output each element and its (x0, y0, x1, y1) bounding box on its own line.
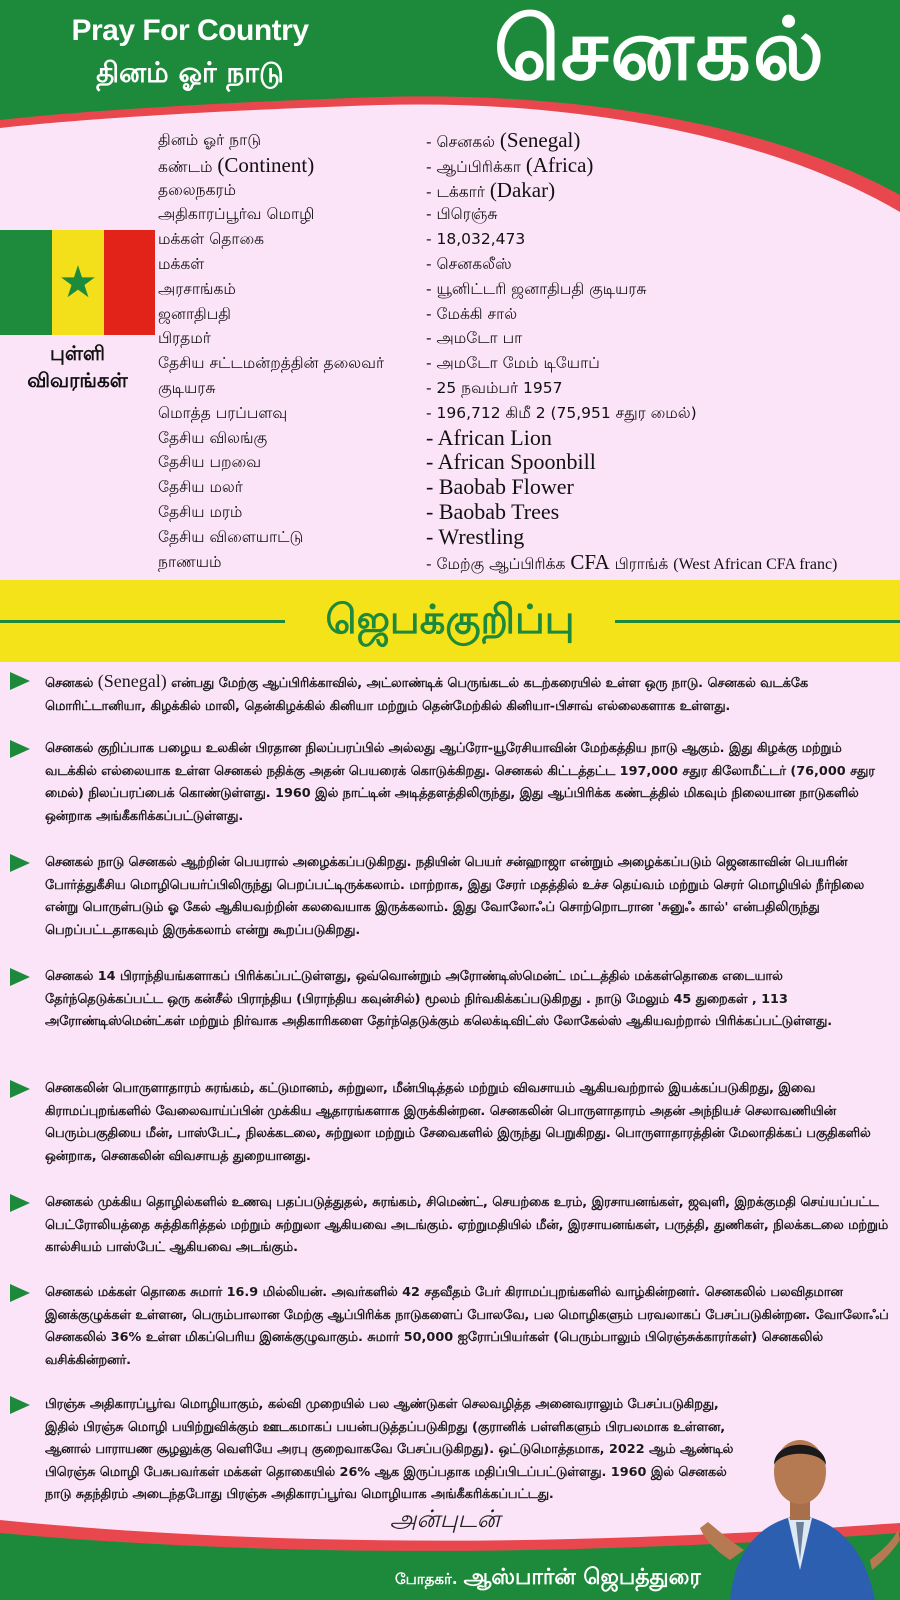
banner-divider-left (0, 620, 285, 623)
arrow-bullet-icon (10, 672, 30, 690)
fact-key: தேசிய விலங்கு (158, 428, 268, 447)
star-icon: ★ (58, 256, 98, 308)
fact-value: - ஆப்பிரிக்கா (Africa) (426, 152, 594, 177)
tagline-english: Pray For Country (71, 14, 309, 47)
pastor-name: ஆஸ்பார்ன் ஜெபத்துரை (463, 1565, 701, 1590)
fact-row (158, 153, 898, 178)
fact-value: - Baobab Trees (426, 498, 560, 524)
arrow-bullet-icon (10, 968, 30, 986)
fact-key: மொத்த பரப்பளவு (158, 403, 288, 422)
fact-key: குடியரசு (158, 378, 216, 397)
fact-key: தேசிய மரம் (158, 502, 243, 521)
facts-title-line-2: விவரங்கள் (27, 368, 128, 392)
arrow-bullet-icon (10, 1194, 30, 1212)
fact-key: அதிகாரப்பூர்வ மொழி (158, 205, 315, 224)
flag-red-stripe (104, 230, 155, 335)
fact-value: - செனகலீஸ் (426, 254, 512, 273)
fact-value: - அமடோ பா (426, 329, 523, 348)
prayer-point-text: செனகல் மக்கள் தொகை சுமார் 16.9 மில்லியன். அவர்களில் 42 சதவீதம் பேர் கிராமப்புறங்களில் வாழ்கின்றனர். செனகலில் பலவிதமான இனக்குழுக்கள் உள்ளன, பெரும்பாலான மேற்கு ஆப்பிரிக்க நாடுகளைப் போலவே, பல மொழிகளும் பரவலாகப் பேசப்படுகின்றன. வோலோஃப் செனகலில் 36% உள்ள மிகப்பெரிய இனக்குழுவாகும். சுமார் 50,000 ஐரோப்பியர்கள் (பெரும்பாலும் பிரெஞ்சுக்காரர்கள்) செனகலில் வசிக்கின்றனர். (45, 1285, 889, 1368)
fact-key: தேசிய பறவை (158, 453, 262, 472)
fact-value: - African Spoonbill (426, 449, 596, 475)
fact-row (158, 351, 898, 376)
fact-row (158, 475, 898, 500)
arrow-bullet-icon (10, 854, 30, 872)
fact-row (158, 178, 898, 203)
fact-value: - டக்கார் (Dakar) (426, 177, 556, 202)
fact-row (158, 550, 898, 575)
fact-key: அரசாங்கம் (158, 279, 236, 298)
fact-key: நாணயம் (158, 552, 222, 571)
facts-title (0, 340, 155, 394)
signoff-text: அன்புடன் (389, 1505, 501, 1533)
tagline-tamil: தினம் ஓர் நாடு (96, 56, 284, 89)
prayer-point-text: செனகல் முக்கிய தொழில்களில் உணவு பதப்படுத்துதல், சுரங்கம், சிமெண்ட், செயற்கை உரம், இரசாயனங்கள், ஜவுளி, இறக்குமதி செய்யப்பட்ட பெட்ரோலியத்தை சுத்திகரித்தல் மற்றும் சுற்றுலா ஆகியவை அடங்கும். ஏற்றுமதியில் மீன், இரசாயனங்கள், பருத்தி, துணிகள், நிலக்கடலை மற்றும் கால்சியம் பாஸ்பேட் ஆகியவை அடங்கும். (45, 1195, 889, 1256)
arrow-bullet-icon (10, 1080, 30, 1098)
fact-row (158, 525, 898, 550)
fact-key: தேசிய சட்டமன்றத்தின் தலைவர் (158, 354, 385, 373)
prayer-point-text: செனகல் 14 பிராந்தியங்களாகப் பிரிக்கப்பட்டுள்ளது, ஒவ்வொன்றும் அரோண்டிஸ்மென்ட் மட்டத்தில் மக்கள்தொகை எடையால் தேர்ந்தெடுக்கப்பட்ட ஒரு கன்சீல் பிராந்திய (பிராந்திய கவுன்சில்) மூலம் நிர்வகிக்கப்படுகிறது . நாடு மேலும் 45 துறைகள் , 113 அரோண்டிஸ்மென்ட்கள் மற்றும் நிர்வாக அதிகாரிகளை தேர்ந்தெடுக்கும் கலெக்டிவிட்ஸ் லோகேல்ஸ் ஆகியவற்றால் பிரிக்கப்பட்டுள்ளது. (45, 969, 833, 1030)
pastor-credit (395, 1565, 701, 1593)
banner-divider-right (615, 620, 900, 623)
fact-row (158, 326, 898, 351)
fact-key: மக்கள் (158, 254, 205, 273)
fact-key: தினம் ஓர் நாடு (158, 131, 262, 149)
fact-value: - African Lion (426, 424, 552, 450)
prayer-point-text: செனகலின் பொருளாதாரம் சுரங்கம், கட்டுமானம், சுற்றுலா, மீன்பிடித்தல் மற்றும் விவசாயம் ஆகியவற்றால் இயக்கப்படுகிறது, இவை கிராமப்புறங்களில் வேலைவாய்ப்பின் முக்கிய ஆதாரங்களாக இருக்கின்றன. செனகலின் பொருளாதாரம் அதன் அந்நியச் செலாவணியின் பெரும்பகுதியை மீன், பாஸ்பேட், நிலக்கடலை, சுற்றுலா மற்றும் சேவைகளில் இருந்து பெறுகிறது. பொருளாதாரத்தின் மேலாதிக்கப் பகுதிகளில் ஒன்றாக, செனகலின் விவசாயத் துறையானது. (45, 1081, 871, 1164)
arrow-bullet-icon (10, 740, 30, 758)
fact-value: - யூனிட்டரி ஜனாதிபதி குடியரசு (426, 279, 647, 298)
pastor-photo (700, 1410, 900, 1600)
fact-key: ஜனாதிபதி (158, 304, 231, 323)
fact-row (158, 227, 898, 252)
fact-value: - Wrestling (426, 523, 525, 549)
fact-key: தேசிய மலர் (158, 478, 243, 497)
fact-value: - அமடோ மேம் டியோப் (426, 354, 600, 373)
fact-key: மக்கள் தொகை (158, 230, 265, 249)
fact-value: - பிரெஞ்சு (426, 205, 498, 224)
facts-title-line-1: புள்ளி (49, 341, 106, 365)
fact-value: - மேற்கு ஆப்பிரிக்க CFA பிராங்க் (West African CFA franc) (426, 549, 838, 574)
fact-value: - 196,712 கிமீ 2 (75,951 சதுர மைல்) (426, 403, 697, 422)
prayer-point-text: செனகல் குறிப்பாக பழைய உலகின் பிரதான நிலப்பரப்பில் அல்லது ஆப்ரோ-யூரேசியாவின் மேற்கத்திய நாடு ஆகும். இது கிழக்கு மற்றும் வடக்கில் எல்லையாக உள்ள செனகல் நதிக்கு அதன் பெயரைக் கொடுக்கிறது. செனகல் கிட்டத்தட்ட 197,000 சதுர கிலோமீட்டர் (76,000 சதுர மைல்) நிலப்பரப்பைக் கொண்டுள்ளது. 1960 இல் நாட்டின் அடித்தளத்திலிருந்து, இது ஆப்பிரிக்க கண்டத்தில் மிகவும் நிலையான நாடுகளில் ஒன்றாக அங்கீகரிக்கப்பட்டுள்ளது. (45, 741, 875, 824)
fact-key: கண்டம் (Continent) (158, 152, 315, 177)
fact-value: - செனகல் (Senegal) (426, 128, 581, 152)
prayer-banner-title: ஜெபக்குறிப்பு (325, 597, 575, 643)
flag-yellow-stripe (52, 230, 104, 335)
fact-value: - Baobab Flower (426, 474, 574, 500)
pastor-role: போதகர். (395, 1570, 458, 1588)
prayer-point-text: பிரஞ்சு அதிகாரப்பூர்வ மொழியாகும், கல்வி முறையில் பல ஆண்டுகள் செலவழித்த அனைவராலும் பேசப்படுகிறது, இதில் பிரஞ்சு மொழி பயிற்றுவிக்கும் ஊடகமாகப் பயன்படுத்தப்படுகிறது (குரானிக் பள்ளிகளும் பிரபலமாக உள்ளன, ஆனால் பாராயண சூழலுக்கு வெளியே அரபு குறைவாகவே பேசப்படுகிறது). ஒட்டுமொத்தமாக, 2022 ஆம் ஆண்டில் பிரெஞ்சு மொழி பேசுபவர்கள் மக்கள் தொகையில் 26% ஆக இருப்பதாக மதிப்பிடப்பட்டுள்ளது. 1960 இல் செனகல் நாடு சுதந்திரம் அடைந்தபோது பிரஞ்சு அதிகாரப்பூர்வ மொழியாக அங்கீகரிக்கப்பட்டது. (45, 1397, 734, 1503)
prayer-point-text: செனகல் (Senegal) என்பது மேற்கு ஆப்பிரிக்காவில், அட்லாண்டிக் பெருங்கடல் கடற்கரையில் உள்ள ஒரு நாடு. செனகல் வடக்கே மொரிட்டானியா, கிழக்கில் மாலி, தென்கிழக்கில் கினியா மற்றும் தென்மேற்கில் கினியா-பிசாவ் எல்லைகளாக உள்ளது. (45, 671, 809, 714)
fact-key: தேசிய விளையாட்டு (158, 527, 304, 546)
fact-row (158, 401, 898, 426)
fact-value: - 25 நவம்பர் 1957 (426, 378, 563, 397)
fact-key: தலைநகரம் (158, 180, 236, 199)
fact-row (158, 277, 898, 302)
fact-row (158, 450, 898, 475)
fact-row (158, 426, 898, 451)
fact-row (158, 202, 898, 227)
prayer-banner (0, 580, 900, 662)
fact-row (158, 128, 898, 153)
fact-value: - மேக்கி சால் (426, 304, 518, 323)
fact-value: - 18,032,473 (426, 230, 526, 249)
facts-list (158, 128, 898, 574)
fact-row (158, 376, 898, 401)
fact-row (158, 500, 898, 525)
fact-key: பிரதமர் (158, 329, 211, 348)
prayer-point-text: செனகல் நாடு செனகல் ஆற்றின் பெயரால் அழைக்கப்படுகிறது. நதியின் பெயர் சன்ஹாஜா என்றும் அழைக்கப்படும் ஜெனகாவின் பெயரின் போர்த்துகீசிய மொழிபெயர்ப்பிலிருந்து பெறப்பட்டிருக்கலாம். மாற்றாக, இது சேரர் மதத்தில் உச்ச தெய்வம் மற்றும் செரர் மொழியில் நீர்நிலை என்று பொருள்படும் ஓ கேல் ஆகியவற்றின் கலவையாக இருக்கலாம். இது வோலோஃப் சொற்றொடரான 'சுனுஃ கால்' என்பதிலிருந்து பெறப்பட்டதாகவும் இருக்கலாம் என்று கூறப்படுகிறது. (45, 855, 865, 938)
country-title: செனகல் (493, 0, 827, 100)
arrow-bullet-icon (10, 1396, 30, 1414)
fact-row (158, 252, 898, 277)
arrow-bullet-icon (10, 1284, 30, 1302)
flag-green-stripe (0, 230, 52, 335)
fact-row (158, 302, 898, 327)
senegal-flag (0, 230, 155, 335)
